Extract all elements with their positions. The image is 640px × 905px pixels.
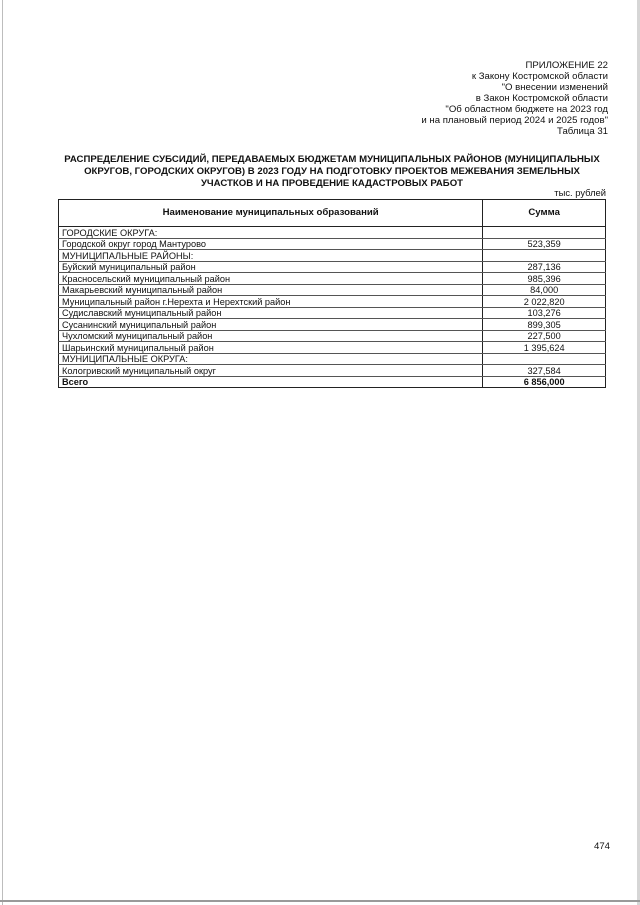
municipality-name-cell: Сусанинский муниципальный район (59, 319, 483, 331)
table-body (59, 227, 606, 388)
title-line: УЧАСТКОВ И НА ПРОВЕДЕНИЕ КАДАСТРОВЫХ РАБОТ (200, 178, 464, 189)
amount-cell: 287,136 (483, 261, 606, 273)
table-row (59, 365, 606, 377)
appendix-header (288, 60, 608, 137)
amount-cell (483, 250, 606, 262)
municipality-name-cell: ГОРОДСКИЕ ОКРУГА: (59, 227, 483, 239)
table-row (59, 284, 606, 296)
table-row (59, 250, 606, 262)
title-line: РАСПРЕДЕЛЕНИЕ СУБСИДИЙ, ПЕРЕДАВАЕМЫХ БЮДЖЕТАМ МУНИЦИПАЛЬНЫХ РАЙОНОВ (МУНИЦИПАЛЬНЫХ (64, 154, 600, 165)
document-title (52, 154, 612, 190)
municipality-name-cell: Чухломский муниципальный район (59, 330, 483, 342)
page-number: 474 (593, 841, 610, 852)
amount-cell: 2 022,820 (483, 296, 606, 308)
municipality-name-cell: Красносельский муниципальный район (59, 273, 483, 285)
amount-cell: 103,276 (483, 307, 606, 319)
table-row (59, 307, 606, 319)
subsidy-table (58, 199, 606, 388)
table-number: Таблица 31 (557, 126, 608, 137)
municipality-name-cell: Всего (59, 376, 483, 388)
amount-cell: 523,359 (483, 238, 606, 250)
header-line: "Об областном бюджете на 2023 год (445, 104, 608, 115)
header-line: и на плановый период 2024 и 2025 годов" (421, 115, 608, 126)
header-line: в Закон Костромской области (475, 93, 608, 104)
amount-cell: 985,396 (483, 273, 606, 285)
header-line: ПРИЛОЖЕНИЕ 22 (525, 60, 608, 71)
amount-cell: 227,500 (483, 330, 606, 342)
amount-cell: 327,584 (483, 365, 606, 377)
table-row (59, 319, 606, 331)
municipality-name-cell: Буйский муниципальный район (59, 261, 483, 273)
table-row (59, 238, 606, 250)
units-label: тыс. рублей (554, 187, 606, 198)
municipality-name-cell: МУНИЦИПАЛЬНЫЕ РАЙОНЫ: (59, 250, 483, 262)
column-header-name: Наименование муниципальных образований (59, 200, 483, 227)
amount-cell (483, 227, 606, 239)
table-row (59, 376, 606, 388)
amount-cell: 1 395,624 (483, 342, 606, 354)
table-header-row (59, 200, 606, 227)
header-line: к Закону Костромской области (471, 71, 608, 82)
table-row (59, 342, 606, 354)
title-line: ОКРУГОВ, ГОРОДСКИХ ОКРУГОВ) В 2023 ГОДУ НА ПОДГОТОВКУ ПРОЕКТОВ МЕЖЕВАНИЯ ЗЕМЕЛЬНЫХ (84, 166, 580, 177)
municipality-name-cell: Макарьевский муниципальный район (59, 284, 483, 296)
table-row (59, 273, 606, 285)
table-row (59, 296, 606, 308)
scan-edge-left (2, 0, 3, 905)
amount-cell: 84,000 (483, 284, 606, 296)
amount-cell: 899,305 (483, 319, 606, 331)
scan-edge-bottom (0, 900, 640, 902)
table-row (59, 261, 606, 273)
amount-cell (483, 353, 606, 365)
amount-cell: 6 856,000 (483, 376, 606, 388)
column-header-sum: Сумма (483, 200, 606, 227)
header-line: "О внесении изменений (501, 82, 608, 93)
municipality-name-cell: Городской округ город Мантурово (59, 238, 483, 250)
municipality-name-cell: МУНИЦИПАЛЬНЫЕ ОКРУГА: (59, 353, 483, 365)
municipality-name-cell: Судиславский муниципальный район (59, 307, 483, 319)
municipality-name-cell: Муниципальный район г.Нерехта и Нерехтский район (59, 296, 483, 308)
table-row (59, 353, 606, 365)
municipality-name-cell: Шарьинский муниципальный район (59, 342, 483, 354)
table-row (59, 330, 606, 342)
table-row (59, 227, 606, 239)
municipality-name-cell: Кологривский муниципальный округ (59, 365, 483, 377)
